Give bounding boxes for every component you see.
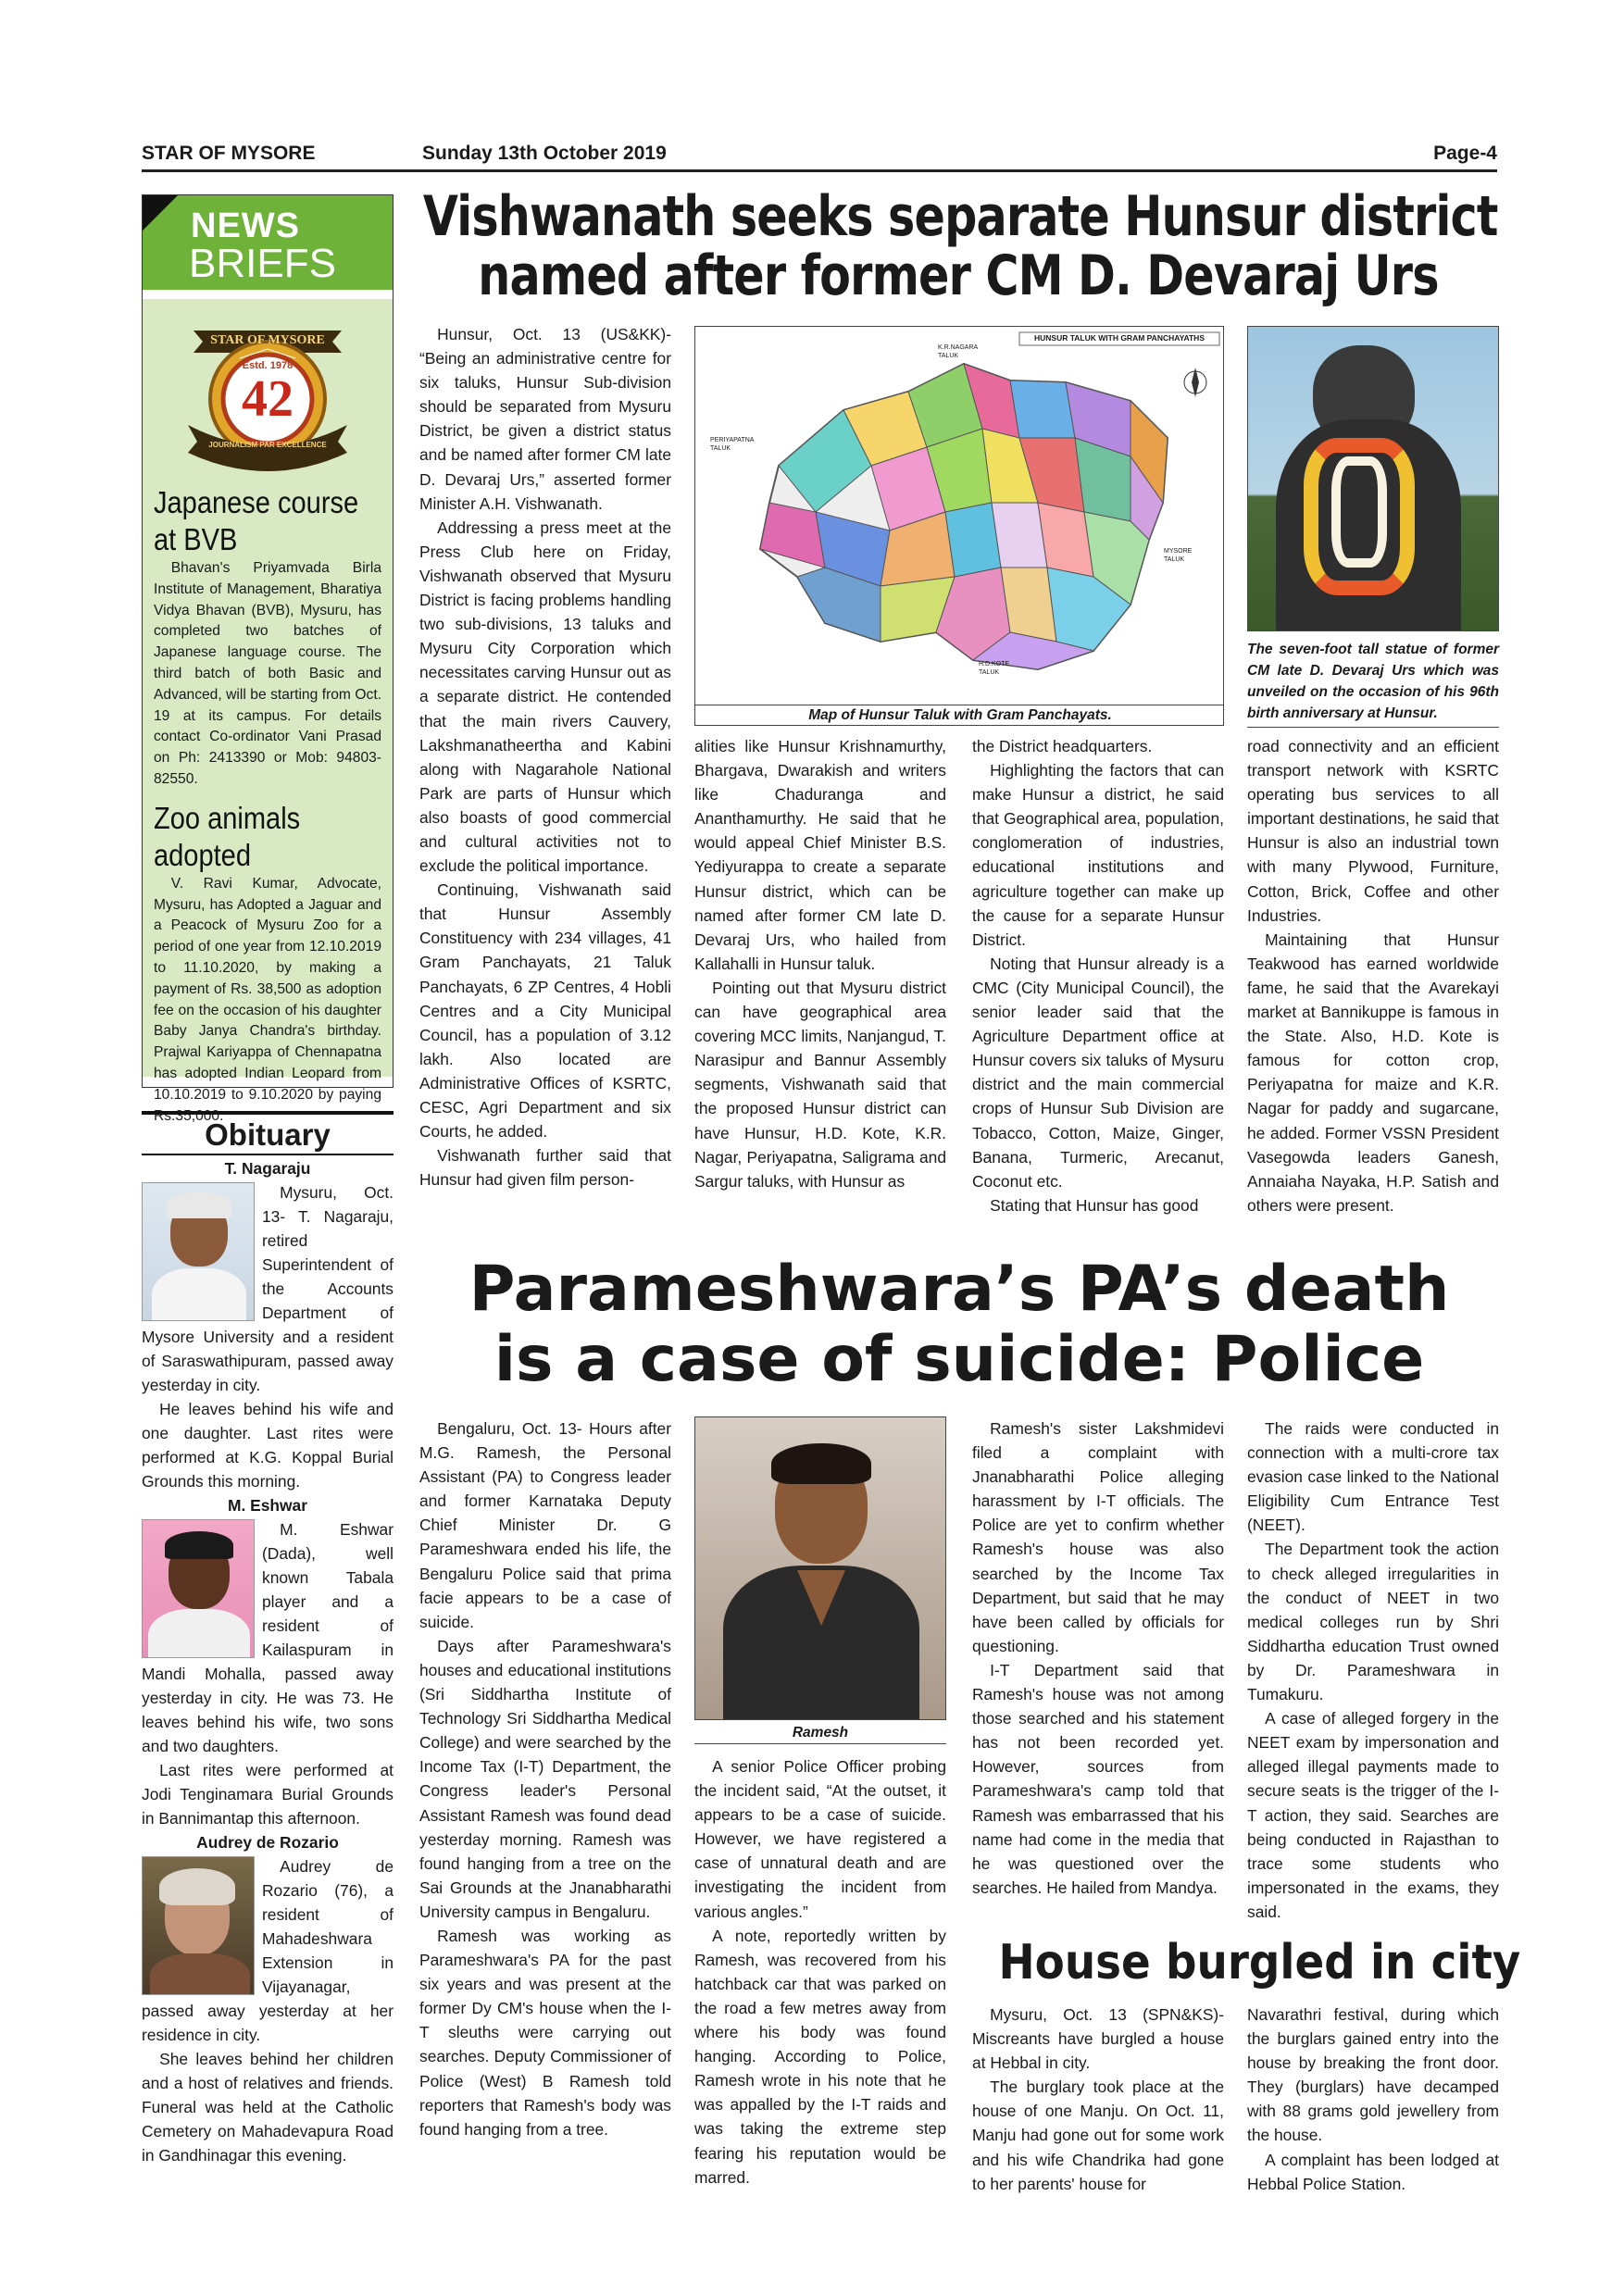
brief-item	[154, 800, 381, 1128]
obituary-section	[142, 1111, 394, 2194]
article1-paragraph: Vishwanath further said that Hunsur had given film person-	[419, 1146, 671, 1190]
brief-body: V. Ravi Kumar, Advocate, Mysuru, has Adopted a Jaguar and a Peacock of Mysuru Zoo for a period of one year from 12.10.2019 to 11.10.2020, by making a payment of Rs. 38,500 as adoption fee on the occasion of his daughter Baby Janya Chandra's birthday. Prajwal Kariyappa of Chennapatna has adopted Indian Leopard from 10.10.2019 to 9.10.2020 by paying Rs.35,000.	[154, 875, 381, 1124]
map-label-west: PERIYAPATNA TALUK	[710, 437, 755, 452]
article1-column-3	[972, 734, 1224, 1239]
news-briefs-box	[142, 194, 394, 1124]
article1-paragraph: Hunsur, Oct. 13 (US&KK)- “Being an administrative centre for six taluks, Hunsur Sub-division should be separated from Mysuru District, be given a district status and be named after former CM late D. Devaraj Urs,” asserted former Minister A.H. Vishwanath.	[419, 325, 671, 513]
news-briefs-content	[143, 299, 393, 1124]
article2-headline-line2: is a case of suicide: Police	[493, 1323, 1425, 1396]
article2-paragraph: Ramesh's sister Lakshmidevi filed a complaint with Jnanabharathi Police alleging harassment by I-T officials. The Police are yet to confirm whether Ramesh's house was also searched by the Income Tax Department, but said that he may have been called by officials for questioning.	[972, 1419, 1224, 1655]
article2-paragraph: The Department took the action to check alleged irregularities in the conduct of NEET in two medical colleges run by Shri Siddhartha education Trust owned by Dr. Parameshwara in Tumakuru.	[1247, 1540, 1499, 1704]
logo-ribbon-text: JOURNALISM PAR EXCELLENCE	[208, 441, 327, 449]
news-briefs-title-bottom: BRIEFS	[189, 241, 336, 286]
article2-paragraph: The raids were conducted in connection with a multi-crore tax evasion case linked to the National Eligibility Cum Entrance Test (NEET).	[1247, 1419, 1499, 1535]
corner-triangle-icon	[143, 195, 178, 231]
map-caption: Map of Hunsur Taluk with Gram Panchayats.	[695, 705, 1224, 724]
brief-body: Bhavan's Priyamvada Birla Institute of Management, Bharatiya Vidya Bhavan (BVB), Mysuru, has completed two batches of Japanese language course. The third batch of both Basic and Advanced, will be starting from Oct. 19 at its campus. For details contact Co-ordinator Vani Prasad on Ph: 2413390 or Mob: 94803-82550.	[154, 560, 381, 787]
article3-column-2	[1247, 2003, 1499, 2197]
page-header	[142, 137, 1497, 172]
article1-paragraph: alities like Hunsur Krishnamurthy, Bhargava, Dwarakish and writers like Chaduranga and Ananthamurthy. He said that he would appeal Chief Minister B.S. Yediyurappa to create a separate Hunsur district, which can be named after former CM late D. Devaraj Urs, who hailed from Kallahalli in Hunsur taluk.	[694, 737, 946, 973]
obituary-text: Last rites were performed at Jodi Tenginamara Burial Grounds in Bannimantap this afternoon.	[142, 1761, 394, 1828]
article1-paragraph: the District headquarters.	[972, 737, 1153, 755]
article2-paragraph: A senior Police Officer probing the incident said, “At the outset, it appears to be a case of suicide. However, we have registered a case of unnatural death and are investigating the incident from various angles.”	[694, 1757, 946, 1921]
obituary-photo-nagaraju	[142, 1182, 255, 1321]
map-label-east: MYSORE TALUK	[1164, 548, 1193, 563]
article1-paragraph: Noting that Hunsur already is a CMC (City Municipal Council), the senior leader said that the Agriculture Department office at Hunsur covers six taluks of Mysuru district and the main commercial crops of Hunsur Sub Division are Tobacco, Cotton, Maize, Ginger, Banana, Turmeric, Arecanut, Coconut etc.	[972, 954, 1224, 1191]
obituary-photo-audrey	[142, 1856, 255, 1995]
logo-banner-text: STAR OF MYSORE	[210, 333, 325, 347]
article2-paragraph: A case of alleged forgery in the NEET exam by impersonation and alleged illegal payments made to secure seats is the trigger of the I-T action, they said. Searches are being conducted in Rajasthan to trace some students who impersonated in the exams, they said.	[1247, 1709, 1499, 1921]
article1-column-1	[419, 322, 671, 1239]
page-number: Page-4	[1433, 143, 1497, 164]
news-briefs-title-top: NEWS	[191, 206, 300, 245]
devaraj-urs-statue-photo	[1247, 326, 1499, 631]
article1-column-2	[694, 734, 946, 1239]
hunsur-map-graphic	[695, 327, 1224, 726]
brief-title: Japanese course at BVB	[154, 485, 359, 556]
article2-headline-line1: Parameshwara’s PA’s death	[468, 1253, 1450, 1326]
article2-paragraph: Days after Parameshwara's houses and educational institutions (Sri Siddhartha Institute of Technology Sri Siddhartha Medical College) and were searched by the Income Tax (I-T) Department, the Congress leader's Personal Assistant Ramesh was found dead yesterday morning. Ramesh was found hanging from a tree on the Sai Grounds at the Jnanabharathi University campus in Bengaluru.	[419, 1636, 671, 1921]
article1-headline-line2: named after former CM D. Devaraj Urs	[478, 243, 1439, 308]
obituary-title: Obituary	[142, 1111, 394, 1155]
article1-paragraph: Pointing out that Mysuru district can have geographical area covering MCC limits, Nanjangud, T. Narasipur and Bannur Assembly segments, Vishwanath said that the proposed Hunsur district can have Hunsur, H.D. Kote, K.R. Nagar, Periyapatna, Saligrama and Sargur taluks, with Hunsur as	[694, 978, 946, 1191]
article1-headline-line1: Vishwanath seeks separate Hunsur district	[422, 184, 1498, 249]
brief-title: Zoo animals adopted	[154, 800, 301, 872]
issue-date: Sunday 13th October 2019	[422, 143, 667, 164]
article2-paragraph: I-T Department said that Ramesh's house was not among those searched and his statement has not been recorded yet. However, sources from Parameshwara's camp told that Ramesh was embarrassed that his name had come in the media that he was questioned over the searches. He hailed from Mandya.	[972, 1660, 1224, 1897]
article2-paragraph: Bengaluru, Oct. 13- Hours after M.G. Ramesh, the Personal Assistant (PA) to Congress leader and former Karnataka Deputy Chief Minister Dr. G Parameshwara ended his life, the Bengaluru Police said that prima facie appears to be a case of suicide.	[419, 1419, 671, 1631]
article2-column-3	[972, 1416, 1224, 1924]
article3-headline: House burgled in city	[998, 1935, 1521, 1990]
article1-paragraph: Addressing a press meet at the Press Club here on Friday, Vishwanath observed that Mysuru District is facing problems handling two sub-divisions, 13 taluks and Mysuru City Corporation which necessitates carving Hunsur out as a separate district. He contended that the main rivers Cauvery, Lakshmanatheertha and Kabini along with Nagarahole National Park are parts of Hunsur which also boasts of good commercial and cultural activities not to exclude the political importance.	[419, 518, 671, 876]
obituary-text: Mysuru, Oct. 13- T. Nagaraju, retired Superintendent of the Accounts Department of Mysore University and a resident of Saraswathipuram, passed away yesterday in city.	[142, 1183, 394, 1394]
article3-paragraph: The burglary took place at the house of one Manju. On Oct. 11, Manju had gone out for some work and his wife Chandrika had gone to her parents' house for	[972, 2078, 1224, 2193]
article1-column-4	[1247, 734, 1499, 1239]
statue-caption: The seven-foot tall statue of former CM late D. Devaraj Urs which was unveiled on the occasion of his 96th birth anniversary at Hunsur.	[1247, 642, 1499, 721]
article3-paragraph: Mysuru, Oct. 13 (SPN&KS)- Miscreants have burgled a house at Hebbal in city.	[972, 2005, 1224, 2073]
article2-column-2	[694, 1754, 946, 2199]
article2-paragraph: Ramesh was working as Parameshwara's PA for the past six years and was present at the former Dy CM's house when the I-T sleuths were carrying out searches. Deputy Commissioner of Police (West) B Ramesh told reporters that Ramesh's body was found hanging from a tree.	[419, 1926, 671, 2139]
obituary-photo-eshwar	[142, 1519, 255, 1658]
map-title: HUNSUR TALUK WITH GRAM PANCHAYATHS	[1033, 333, 1205, 343]
ramesh-photo-caption: Ramesh	[694, 1722, 946, 1744]
article1-paragraph: road connectivity and an efficient transport network with KSRTC operating bus services to all important destinations, he said that Hunsur is also an industrial town with many Plywood, Furniture, Cotton, Brick, Coffee and other Industries.	[1247, 737, 1499, 925]
obituary-text: Audrey de Rozario (76), a resident of Mahadeshwara Extension in Vijayanagar, passed away yesterday at her residence in city.	[142, 1857, 394, 2044]
paper-name: STAR OF MYSORE	[142, 143, 316, 164]
map-label-north: K.R.NAGARA TALUK	[938, 344, 978, 359]
article3-column-1	[972, 2003, 1224, 2197]
obituary-text: She leaves behind her children and a host of relatives and friends. Funeral was held at the Catholic Cemetery on Mahadevapura Road in Gandhinagar this evening.	[142, 2050, 394, 2165]
logo-estd-text: Estd. 1978	[242, 360, 294, 371]
ramesh-photo	[694, 1416, 946, 1720]
map-label-south: H.D.KOTE TALUK	[979, 661, 1010, 676]
article2-headline	[418, 1254, 1500, 1395]
obituary-name: M. Eshwar	[227, 1496, 307, 1515]
star-of-mysore-logo	[175, 305, 360, 480]
article1-paragraph: Maintaining that Hunsur Teakwood has earned worldwide fame, he said that the Avarekayi market at Bannikuppe is famous in the State. Also, H.D. Kote is famous for cotton crop, Periyapatna for maize and K.R. Nagar for paddy and sugarcane, he added. Former VSSN President Vasegowda leaders Ganesh, Annaiaha Nayaka, H.P. Satish and others were present.	[1247, 930, 1499, 1215]
article2-paragraph: A note, reportedly written by Ramesh, was recovered from his hatchback car that was parked on the road a few metres away from where his body was found hanging. According to Police, Ramesh wrote in his note that he was appalled by the I-T raids and was taking the extreme step fearing his reputation would be marred.	[694, 1926, 946, 2187]
logo-number: 42	[242, 370, 294, 428]
article2-column-4	[1247, 1416, 1499, 1924]
article3-paragraph: A complaint has been lodged at Hebbal Police Station.	[1247, 2150, 1499, 2193]
obituary-name: Audrey de Rozario	[196, 1833, 339, 1852]
hunsur-map-image	[694, 326, 1224, 726]
article1-paragraph: Continuing, Vishwanath said that Hunsur Assembly Constituency with 234 villages, 41 Gram Panchayats, 21 Taluk Panchayats, 6 ZP Centres, 4 Hobli Centres and a City Municipal Council, has a population of 3.12 lakh. Also located are Administrative Offices of KSRTC, CESC, Agri Department and six Courts, he added.	[419, 880, 671, 1142]
news-briefs-banner	[143, 195, 393, 290]
article3-paragraph: Navarathri festival, during which the burglars gained entry into the house by breaking the front door. They (burglars) have decamped with 88 grams gold jewellery from the house.	[1247, 2005, 1499, 2145]
brief-item	[154, 484, 381, 791]
obituary-name: T. Nagaraju	[224, 1159, 311, 1178]
article1-paragraph: Highlighting the factors that can make Hunsur a district, he said that Geographical area, population, conglomeration of industries, educational institutions and agriculture together can make up the cause for a separate Hunsur District.	[972, 761, 1224, 949]
article1-paragraph: Stating that Hunsur has good	[990, 1195, 1199, 1215]
obituary-text: He leaves behind his wife and one daughter. Last rites were performed at K.G. Koppal Burial Grounds this morning.	[142, 1400, 394, 1491]
article1-headline	[422, 184, 1498, 308]
obituary-text: M. Eshwar (Dada), well known Tabala player and a resident of Kailaspuram in Mandi Mohalla, passed away yesterday in city. He was 73. He leaves behind his wife, two sons and two daughters.	[142, 1520, 394, 1755]
article2-column-1	[419, 1416, 671, 2199]
statue-caption-rule	[1247, 727, 1499, 728]
